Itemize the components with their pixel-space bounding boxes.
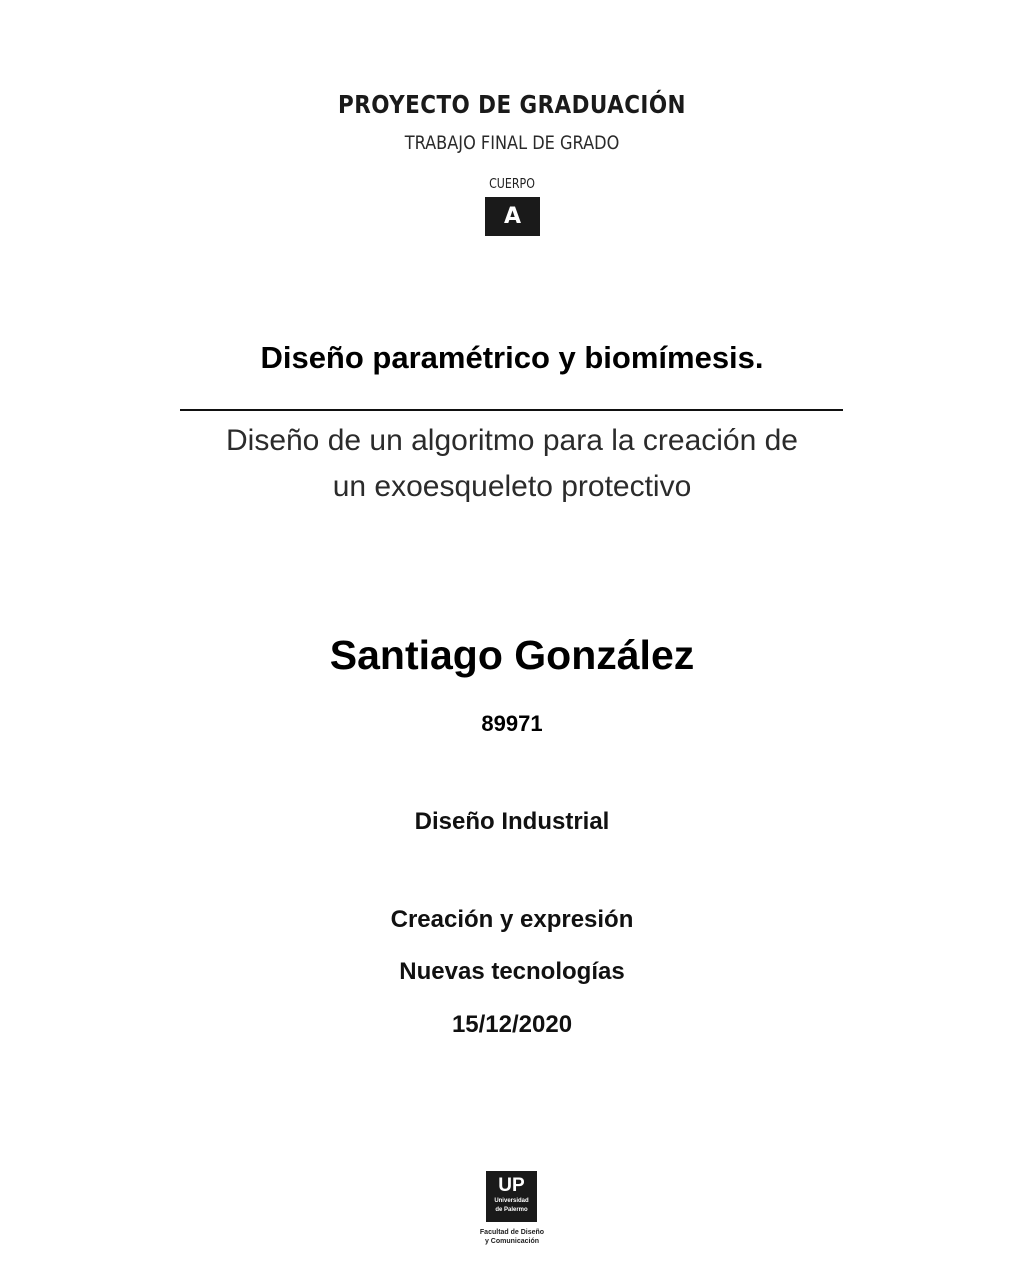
date: 15/12/2020: [451, 1011, 573, 1038]
logo-name-line-2: de Palermo: [495, 1207, 528, 1213]
logo-mark: UP: [498, 1175, 525, 1196]
document-title: Diseño paramétrico y biomímesis.: [260, 340, 764, 375]
career: Diseño Industrial: [414, 808, 610, 835]
author-name: Santiago González: [329, 632, 695, 678]
cuerpo-badge: A: [485, 197, 540, 236]
logo-name-line-1: Universidad: [494, 1198, 529, 1204]
cuerpo-label: CUERPO: [489, 177, 535, 192]
title-divider: [180, 409, 843, 411]
faculty-caption-line-2: y Comunicación: [484, 1238, 540, 1245]
faculty-caption: [462, 1228, 562, 1246]
category: Creación y expresión: [390, 906, 634, 933]
header-subtitle: TRABAJO FINAL DE GRADO: [404, 132, 620, 154]
university-logo: [486, 1171, 537, 1222]
document-subtitle-line-1: Diseño de un algoritmo para la creación de: [225, 424, 798, 457]
student-id: 89971: [481, 711, 543, 736]
faculty-caption-line-1: Facultad de Diseño: [479, 1229, 545, 1236]
topic: Nuevas tecnologías: [399, 958, 625, 985]
document-subtitle-line-2: un exoesqueleto protectivo: [332, 470, 692, 503]
header-title: PROYECTO DE GRADUACIÓN: [338, 90, 686, 119]
